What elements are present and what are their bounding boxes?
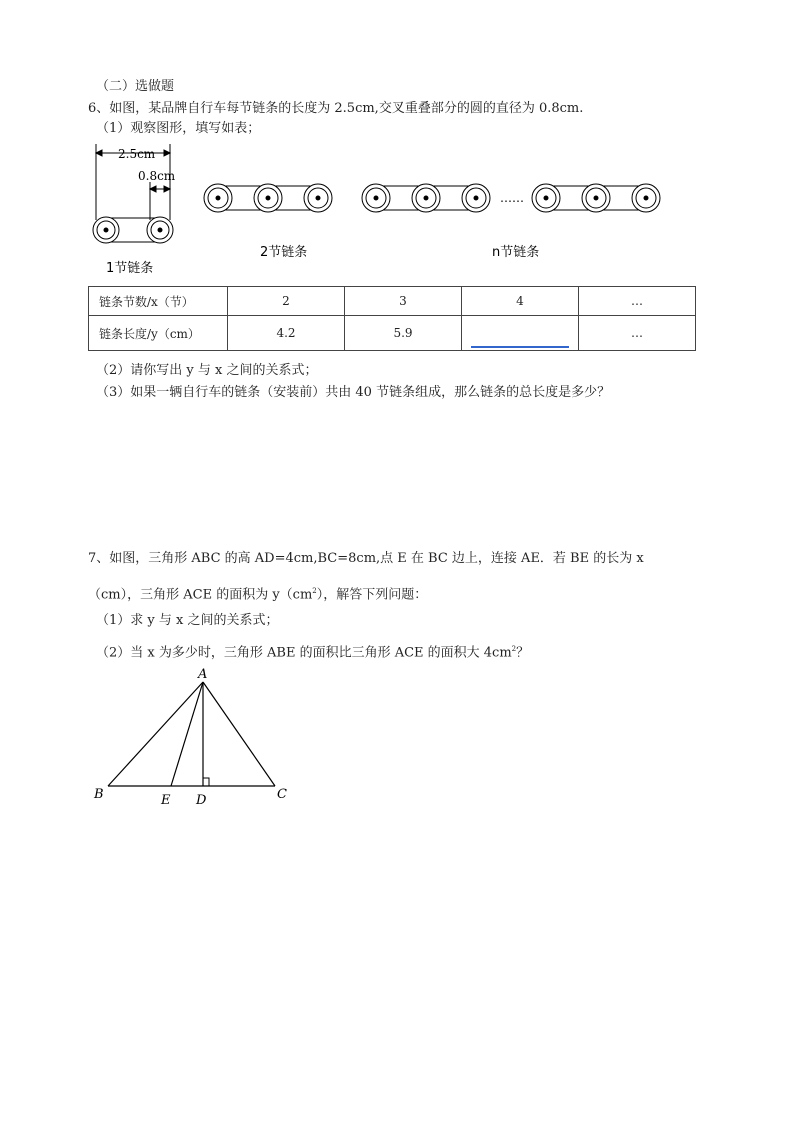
dim-length-label: 2.5cm [118, 147, 156, 161]
q7-part2-a: （2）当 x 为多少时，三角形 ABE 的面积比三角形 ACE 的面积大 4cm [96, 645, 512, 661]
chain-table [88, 286, 696, 351]
chain-1-link [93, 217, 173, 243]
segment-AC [203, 682, 275, 786]
label-1-link: 1节链条 [106, 261, 154, 276]
table-header-count: 链条节数/x（节） [89, 287, 228, 316]
label-B: B [94, 787, 104, 802]
table-cell: … [579, 287, 696, 316]
q7-part2-sup: 2 [511, 645, 517, 653]
table-header-length: 链条长度/y（cm） [89, 316, 228, 351]
chain-2-links [204, 184, 332, 212]
q7-part2 [96, 640, 529, 662]
chain-ellipsis: …… [500, 191, 524, 205]
label-n-links: n节链条 [492, 245, 540, 260]
q6-part1: （1）观察图形，填写如表； [96, 121, 261, 136]
table-cell: … [579, 316, 696, 351]
label-D: D [196, 793, 207, 808]
q7-part2-b: ？ [516, 645, 530, 661]
dim-overlap-label: 0.8cm [138, 169, 176, 183]
q7-stem-line1: 7、如图，三角形 ABC 的高 AD=4cm,BC=8cm,点 E 在 BC 边上，连接 AE．若 BE 的长为 x [88, 551, 644, 566]
table-cell: 3 [345, 287, 462, 316]
label-2-links: 2节链条 [260, 245, 308, 260]
table-row-count [89, 287, 696, 316]
q6-part2: （2）请你写出 y 与 x 之间的关系式； [96, 363, 318, 378]
chain-figure [88, 138, 688, 278]
q6-stem: 6、如图，某品牌自行车每节链条的长度为 2.5cm,交叉重叠部分的圆的直径为 0.8cm. [88, 101, 584, 116]
segment-AE [171, 682, 203, 786]
label-A: A [198, 667, 208, 682]
q7-part1: （1）求 y 与 x 之间的关系式； [96, 613, 279, 628]
right-angle-mark [203, 778, 209, 786]
table-cell: 4.2 [228, 316, 345, 351]
q7-stem-line2-a: （cm），三角形 ACE 的面积为 y（cm [88, 587, 313, 603]
answer-blank-cell[interactable] [462, 316, 579, 351]
q6-part3: （3）如果一辆自行车的链条（安装前）共由 40 节链条组成，那么链条的总长度是多少？ [96, 385, 611, 400]
q7-stem-sup: 2 [312, 587, 317, 595]
label-C: C [277, 787, 287, 802]
table-row-length [89, 316, 696, 351]
answer-blank-line[interactable] [471, 332, 569, 348]
q7-stem-line2 [88, 582, 427, 604]
label-E: E [161, 793, 171, 808]
table-cell: 2 [228, 287, 345, 316]
triangle-figure [88, 664, 308, 814]
table-cell: 5.9 [345, 316, 462, 351]
segment-AB [108, 682, 203, 786]
section-title: （二）选做题 [96, 79, 175, 94]
q7-stem-line2-b: ），解答下列问题： [316, 587, 428, 603]
table-cell: 4 [462, 287, 579, 316]
